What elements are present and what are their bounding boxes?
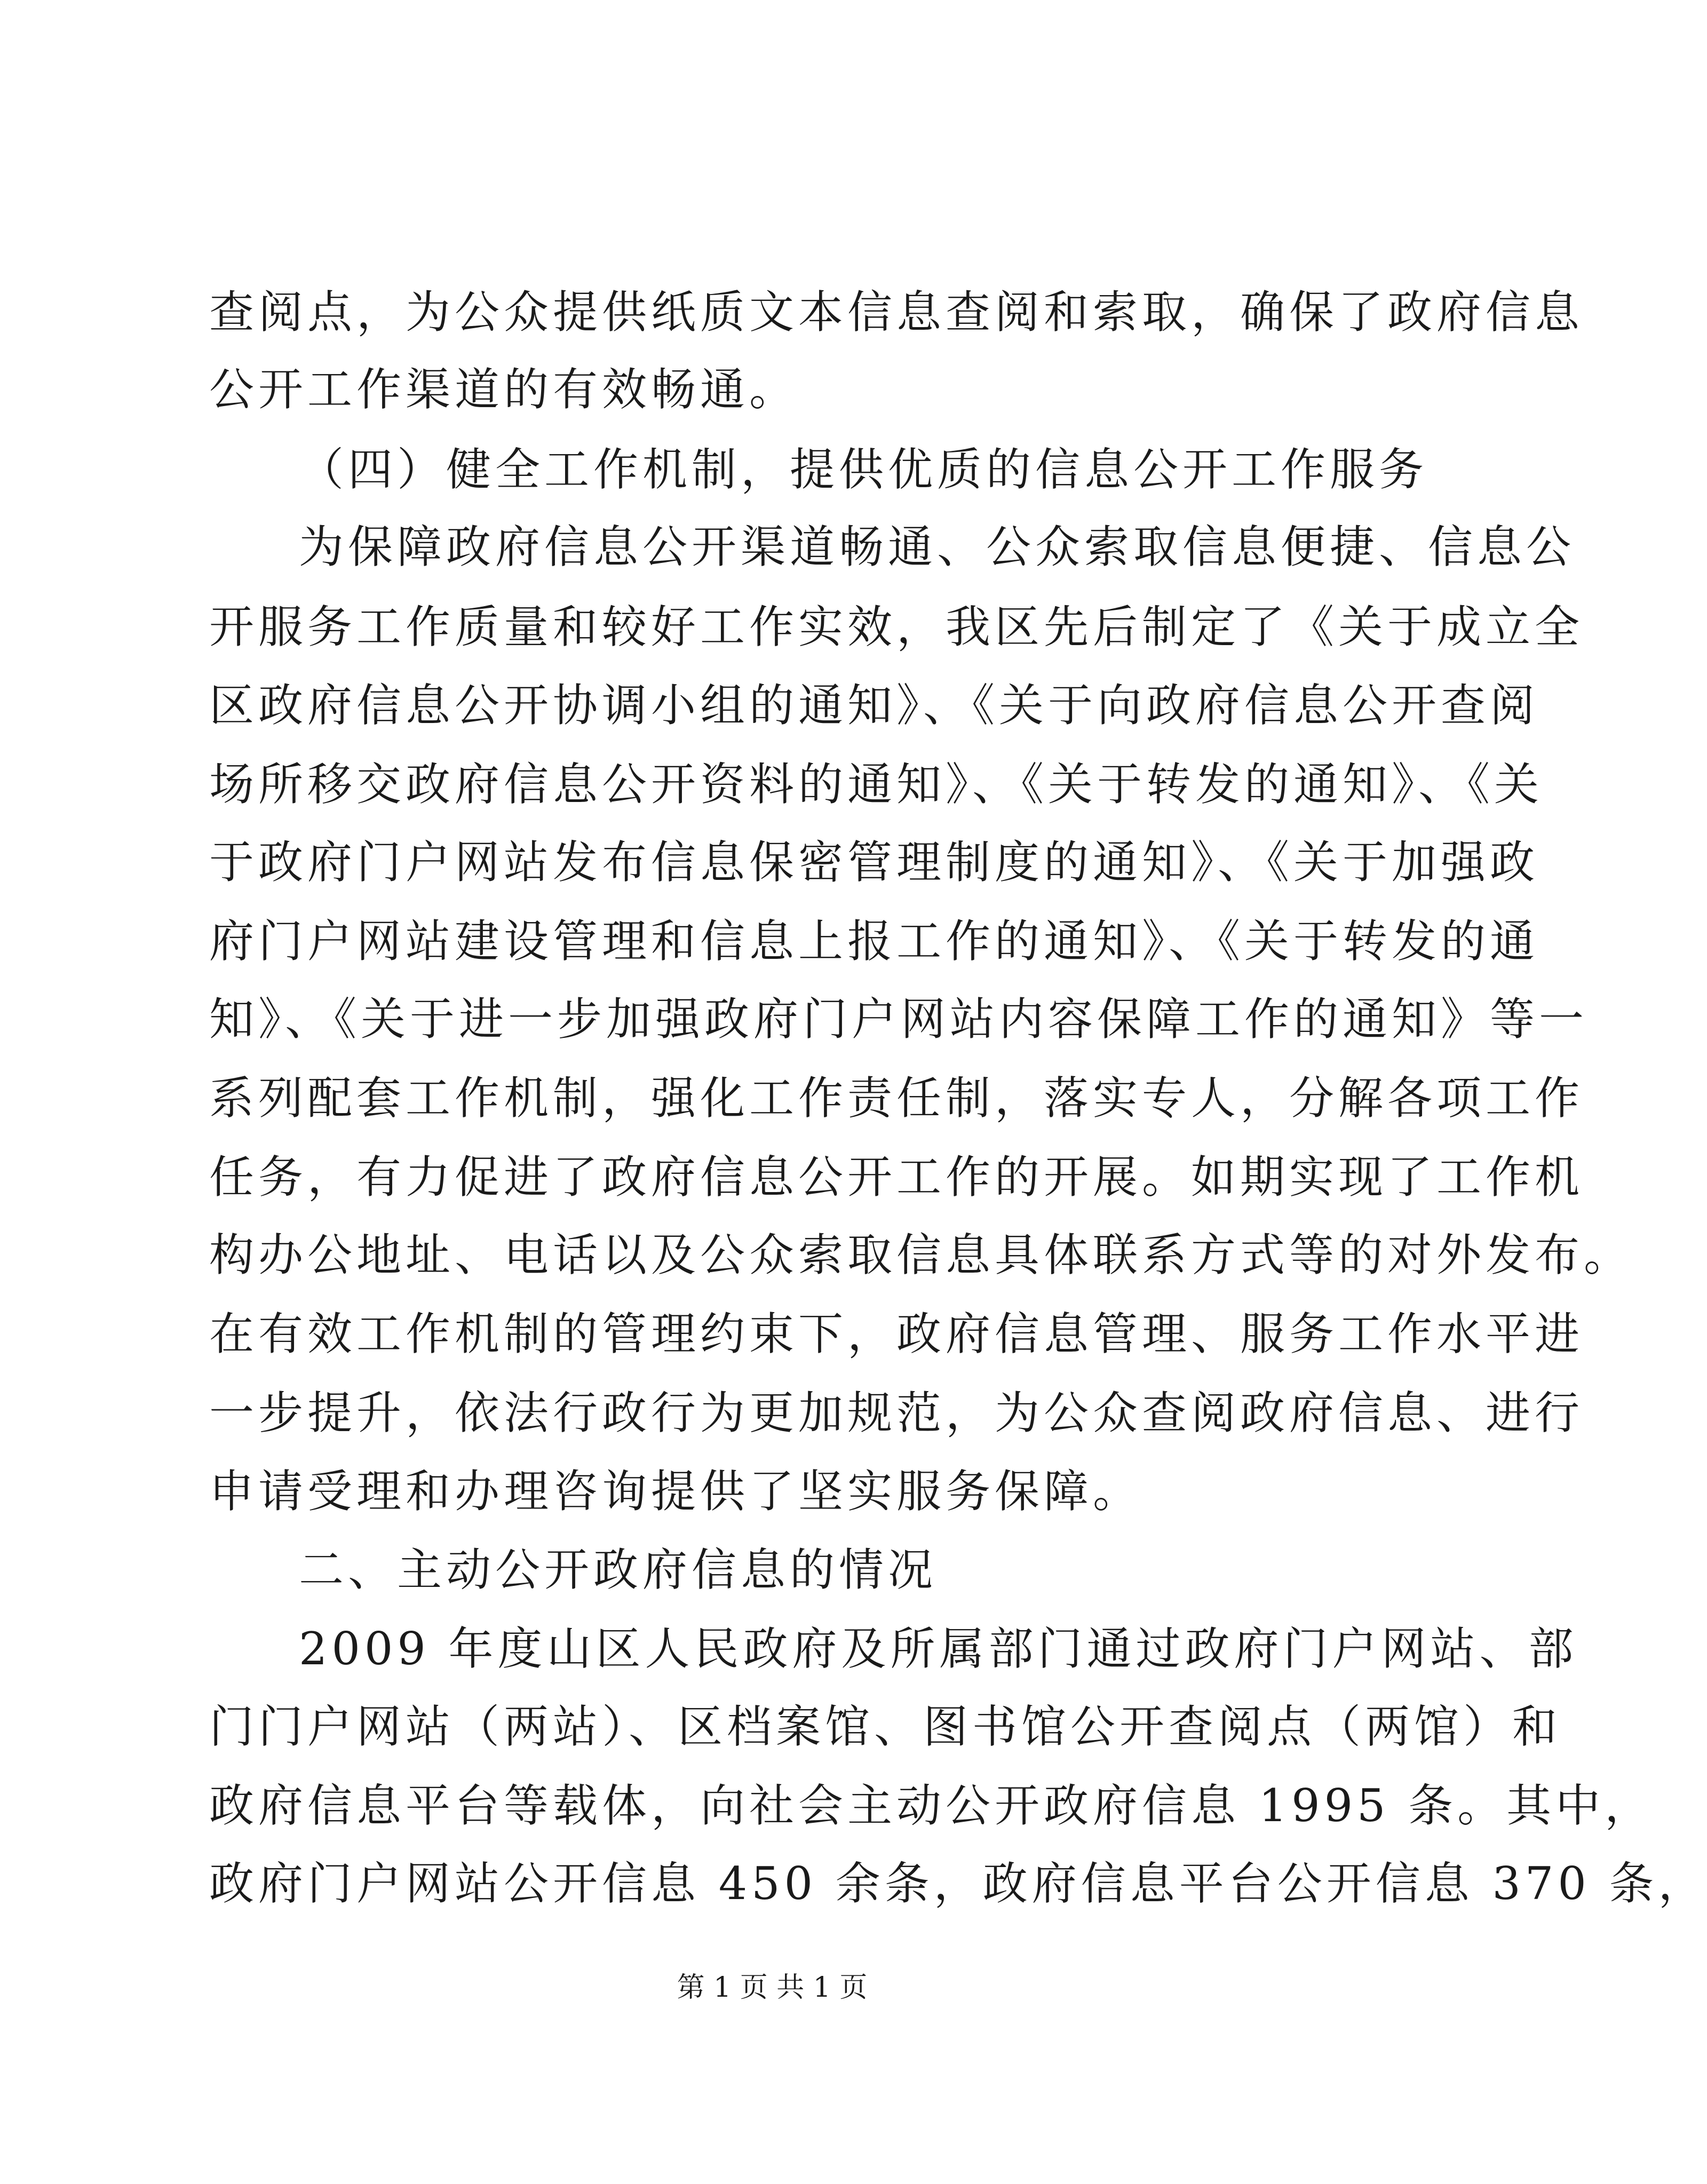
text-line-16: 申请受理和办理咨询提供了坚实服务保障。 xyxy=(209,1465,1142,1518)
text-line-20: 政府信息平台等载体，向社会主动公开政府信息 1995 条。其中， xyxy=(209,1780,1654,1832)
text-line-6: 区政府信息公开协调小组的通知》、《关于向政府信息公开查阅 xyxy=(209,679,1539,732)
section-heading-4: （四）健全工作机制，提供优质的信息公开工作服务 xyxy=(299,443,1428,496)
text-line-18: 2009 年度山区人民政府及所属部门通过政府门户网站、部 xyxy=(299,1623,1578,1675)
page-number-footer: 第 1 页 共 1 页 xyxy=(677,1972,868,2004)
text-line-19: 门门户网站（两站）、区档案馆、图书馆公开查阅点（两馆）和 xyxy=(209,1701,1562,1753)
section-heading-2: 二、主动公开政府信息的情况 xyxy=(299,1544,938,1596)
text-line-11: 系列配套工作机制，强化工作责任制，落实专人，分解各项工作 xyxy=(209,1072,1584,1124)
text-line-8: 于政府门户网站发布信息保密管理制度的通知》、《关于加强政 xyxy=(209,836,1539,888)
text-line-4: 为保障政府信息公开渠道畅通、公众索取信息便捷、信息公 xyxy=(299,521,1576,573)
text-line-1: 查阅点，为公众提供纸质文本信息查阅和索取，确保了政府信息 xyxy=(209,286,1584,338)
text-line-12: 任务，有力促进了政府信息公开工作的开展。如期实现了工作机 xyxy=(209,1151,1584,1203)
text-line-7: 场所移交政府信息公开资料的通知》、《关于转发的通知》、《关 xyxy=(209,758,1544,811)
text-line-9: 府门户网站建设管理和信息上报工作的通知》、《关于转发的通 xyxy=(209,915,1539,967)
text-line-10: 知》、《关于进一步加强政府门户网站内容保障工作的通知》等一 xyxy=(209,993,1589,1045)
text-line-21: 政府门户网站公开信息 450 余条，政府信息平台公开信息 370 条， xyxy=(209,1857,1707,1910)
text-line-5: 开服务工作质量和较好工作实效，我区先后制定了《关于成立全 xyxy=(209,601,1584,653)
text-line-14: 在有效工作机制的管理约束下，政府信息管理、服务工作水平进 xyxy=(209,1308,1584,1360)
text-line-2: 公开工作渠道的有效畅通。 xyxy=(209,363,799,416)
text-line-13: 构办公地址、电话以及公众索取信息具体联系方式等的对外发布。 xyxy=(209,1229,1633,1281)
text-line-15: 一步提升，依法行政行为更加规范，为公众查阅政府信息、进行 xyxy=(209,1387,1584,1439)
